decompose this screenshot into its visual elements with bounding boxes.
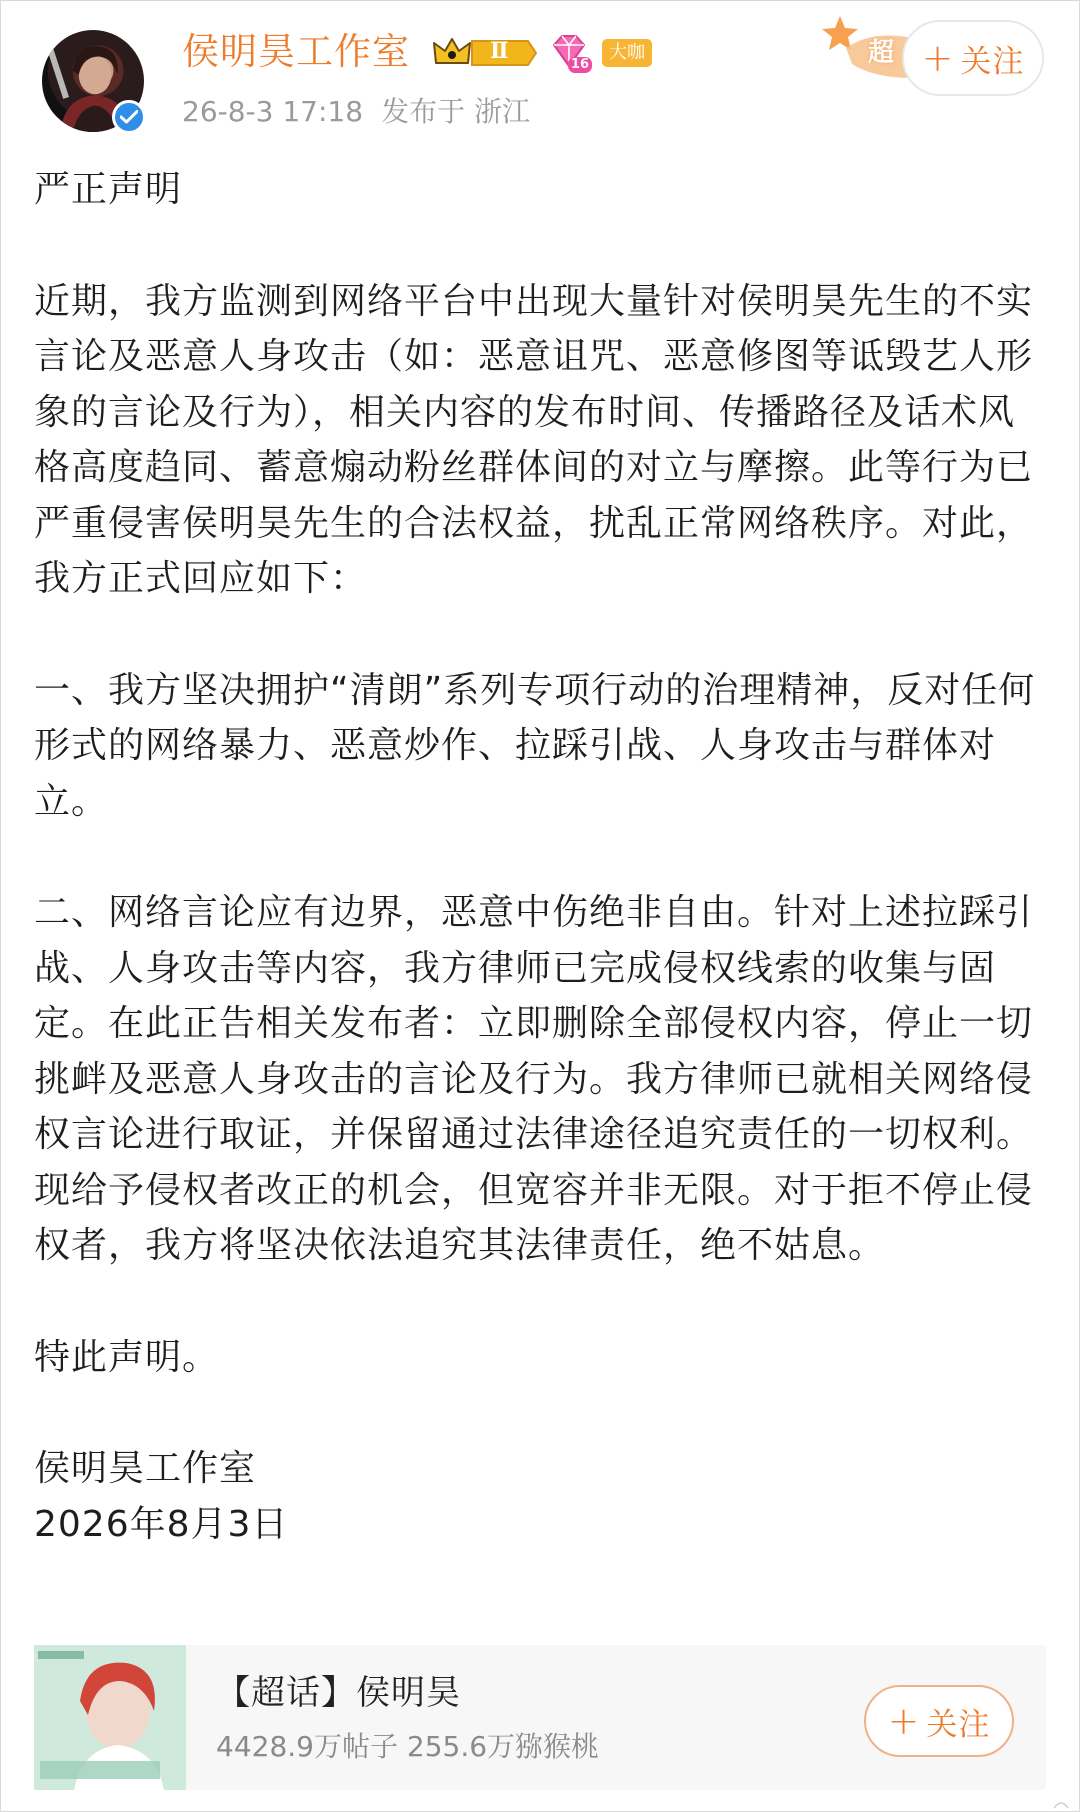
plus-icon: + — [887, 1699, 921, 1743]
crown-level-icon[interactable] — [432, 35, 538, 71]
level-text: Ⅱ — [490, 38, 509, 64]
author-badges — [432, 33, 652, 73]
statement-title: 严正声明 — [34, 169, 183, 210]
statement-signature: 侯明昊工作室 — [34, 1448, 257, 1489]
statement-paragraph-1: 近期，我方监测到网络平台中出现大量针对侯明昊先生的不实言论及恶意人身攻击（如：恶意诅咒、恶意修图等诋毁艺人形象的言论及行为），相关内容的发布时间、传播路径及话术风格高度趋同、蓄意煽动粉丝群体间的对立与摩擦。此等行为已严重侵害侯明昊先生的合法权益，扰乱正常网络秩序。对此，我方正式回应如下： — [34, 280, 1034, 599]
statement-date: 2026年8月3日 — [34, 1503, 289, 1545]
statement-paragraph-2: 一、我方坚决拥护“清朗”系列专项行动的治理精神，反对任何形式的网络暴力、恶意炒作、拉踩引战、人身攻击与群体对立。 — [34, 669, 1036, 822]
watermark-icon — [1052, 1800, 1070, 1810]
topic-title[interactable]: 【超话】侯明昊 — [216, 1673, 461, 1713]
gem-icon[interactable] — [548, 33, 592, 73]
follow-button[interactable] — [902, 20, 1044, 96]
post-header — [0, 0, 1080, 150]
topic-cover-image — [34, 1645, 186, 1790]
topic-follow-button[interactable] — [864, 1685, 1014, 1757]
author-name[interactable]: 侯明昊工作室 — [182, 30, 410, 73]
topic-stats: 4428.9万帖子 255.6万猕猴桃 — [216, 1730, 600, 1763]
gem-level-number: 16 — [568, 57, 592, 73]
post-location: 发布于 浙江 — [381, 95, 530, 128]
topic-follow-label: 关注 — [926, 1706, 991, 1743]
daka-badge[interactable]: 大咖 — [602, 39, 652, 67]
statement-closing: 特此声明。 — [34, 1336, 220, 1378]
super-topic-card[interactable] — [34, 1645, 1046, 1790]
star-icon — [822, 12, 912, 84]
follow-label: 关注 — [960, 43, 1025, 80]
statement-paragraph-3: 二、网络言论应有边界，恶意中伤绝非自由。针对上述拉踩引战、人身攻击等内容，我方律师已完成侵权线索的收集与固定。在此正告相关发布者：立即删除全部侵权内容，停止一切挑衅及恶意人身攻击的言论及行为。我方律师已就相关网络侵权言论进行取证，并保留通过法律途径追究责任的一切权利。现给予侵权者改正的机会，但宽容并非无限。对于拒不停止侵权者，我方将坚决依法追究其法律责任，绝不姑息。 — [34, 892, 1034, 1266]
post-body — [34, 162, 1044, 1552]
super-label: 超 — [868, 38, 895, 68]
verified-icon — [112, 100, 146, 134]
super-topic-badge[interactable] — [822, 12, 912, 84]
plus-icon: + — [921, 36, 955, 80]
post-timestamp: 26-8-3 17:18 — [182, 95, 364, 128]
post-meta — [182, 90, 530, 134]
